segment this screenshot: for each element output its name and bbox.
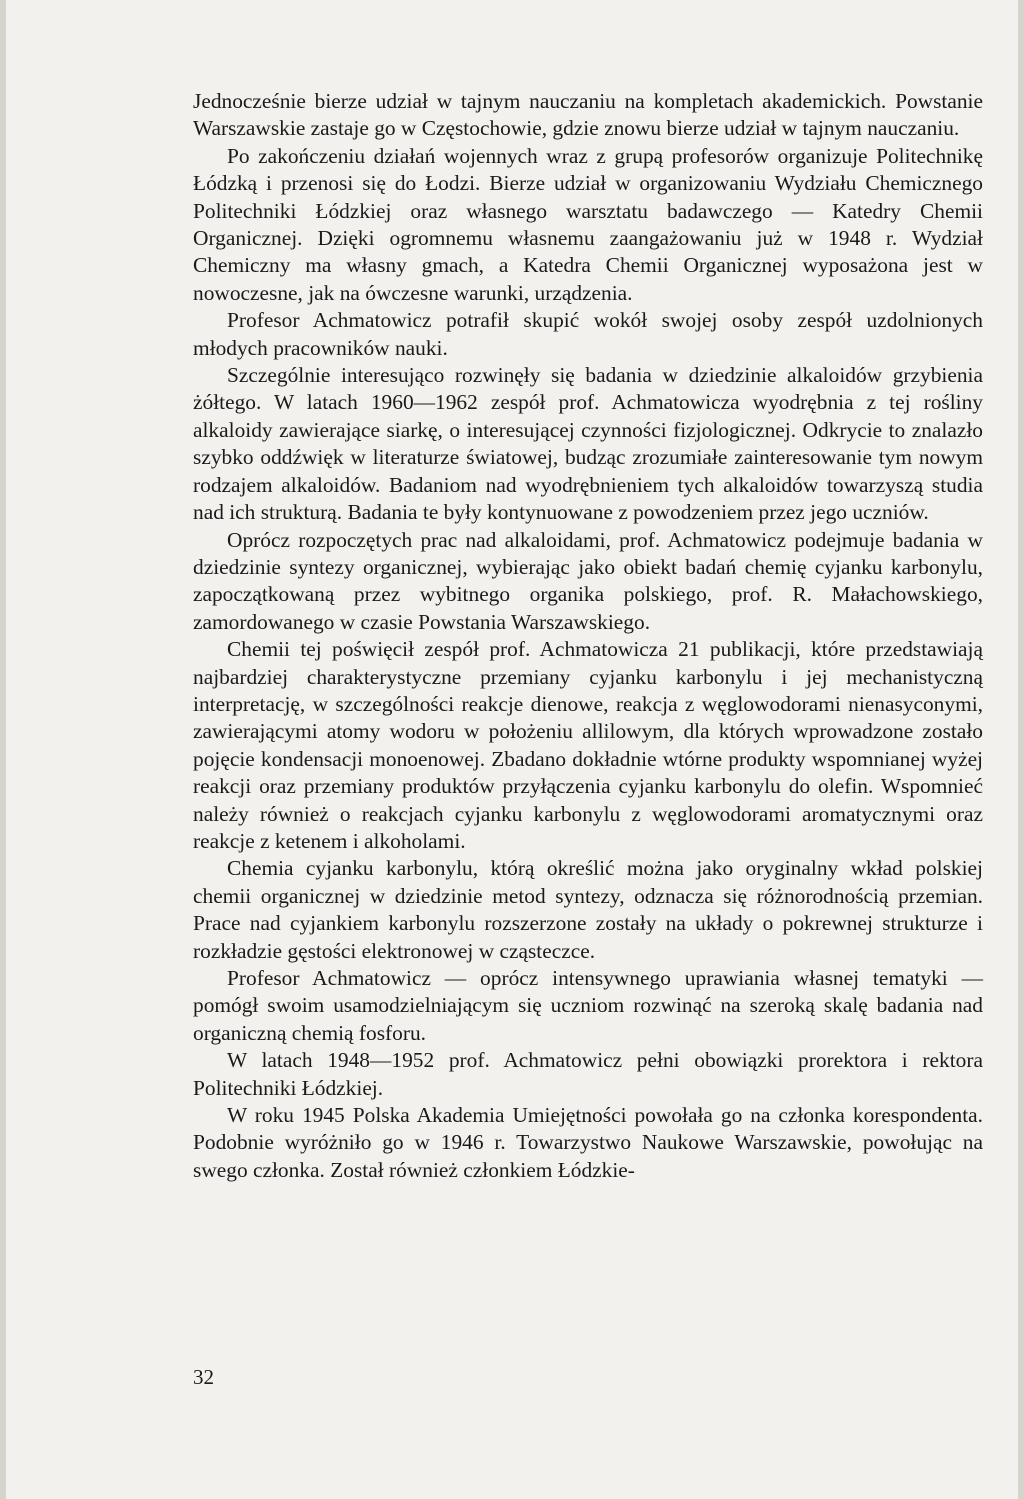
paragraph-3: Profesor Achmatowicz potrafił skupić wokół swojej osoby zespół uzdolnionych młodych pracowników nauki. (193, 308, 983, 360)
paragraph-7: Chemia cyjanku karbonylu, którą określić można jako oryginalny wkład polskiej chemii organicznej w dziedzinie metod syntezy, odznacza się różnorodnością przemian. Prace nad cyjankiem karbonylu rozszerzone zostały na układy o pokrewnej strukturze i rozkładzie gęstości elektronowej w cząsteczce. (193, 856, 983, 963)
paragraph-10: W roku 1945 Polska Akademia Umiejętności powołała go na członka korespondenta. Podobnie wyróżniło go w 1946 r. Towarzystwo Naukowe Warszawskie, powołując na swego członka. Został również członkiem Łódzkie- (193, 1103, 983, 1182)
page-number: 32 (193, 1365, 214, 1389)
paragraph-5: Oprócz rozpoczętych prac nad alkaloidami, prof. Achmatowicz podejmuje badania w dziedzinie syntezy organicznej, wybierając jako obiekt badań chemię cyjanku karbonylu, zapoczątkowaną przez wybitnego organika polskiego, prof. R. Małachowskiego, zamordowanego w czasie Powstania Warszawskiego. (193, 527, 983, 634)
paragraph-9: W latach 1948—1952 prof. Achmatowicz pełni obowiązki prorektora i rektora Politechniki Łódzkiej. (193, 1048, 983, 1100)
paragraph-6: Chemii tej poświęcił zespół prof. Achmatowicza 21 publikacji, które przedstawiają najbardziej charakterystyczne przemiany cyjanku karbonylu i jej mechanistyczną interpretację, w szczególności reakcje dienowe, reakcja z węglowodorami nienasyconymi, zawierającymi atomy wodoru w położeniu allilowym, dla których wprowadzone zostało pojęcie kondensacji monoenowej. Zbadano dokładnie wtórne produkty wspomnianej wyżej reakcji oraz przemiany produktów przyłączenia cyjanku karbonylu do olefin. Wspomnieć należy również o reakcjach cyjanku karbonylu z węglowodorami aromatycznymi oraz reakcje z ketenem i alkoholami. (193, 637, 983, 853)
body-text (193, 88, 983, 1184)
paragraph-2: Po zakończeniu działań wojennych wraz z grupą profesorów organizuje Politechnikę Łódzką i przenosi się do Łodzi. Bierze udział w organizowaniu Wydziału Chemicznego Politechniki Łódzkiej oraz własnego warsztatu badawczego — Katedry Chemii Organicznej. Dzięki ogromnemu własnemu zaangażowaniu już w 1948 r. Wydział Chemiczny ma własny gmach, a Katedra Chemii Organicznej wyposażona jest w nowoczesne, jak na ówczesne warunki, urządzenia. (193, 143, 983, 305)
paragraph-1: Jednocześnie bierze udział w tajnym nauczaniu na kompletach akademickich. Powstanie Warszawskie zastaje go w Częstochowie, gdzie znowu bierze udział w tajnym nauczaniu. (193, 89, 983, 141)
paragraph-4: Szczególnie interesująco rozwinęły się badania w dziedzinie alkaloidów grzybienia żółtego. W latach 1960—1962 zespół prof. Achmatowicza wyodrębnia z tej rośliny alkaloidy zawierające siarkę, o interesującej czynności fizjologicznej. Odkrycie to znalazło szybko oddźwięk w literaturze światowej, budząc zrozumiałe zainteresowanie tym nowym rodzajem alkaloidów. Badaniom nad wyodrębnieniem tych alkaloidów towarzyszą studia nad ich strukturą. Badania te były kontynuowane z powodzeniem przez jego uczniów. (193, 363, 983, 525)
paragraph-8: Profesor Achmatowicz — oprócz intensywnego uprawiania własnej tematyki — pomógł swoim usamodzielniającym się uczniom rozwinąć na szeroką skalę badania nad organiczną chemią fosforu. (193, 966, 983, 1045)
